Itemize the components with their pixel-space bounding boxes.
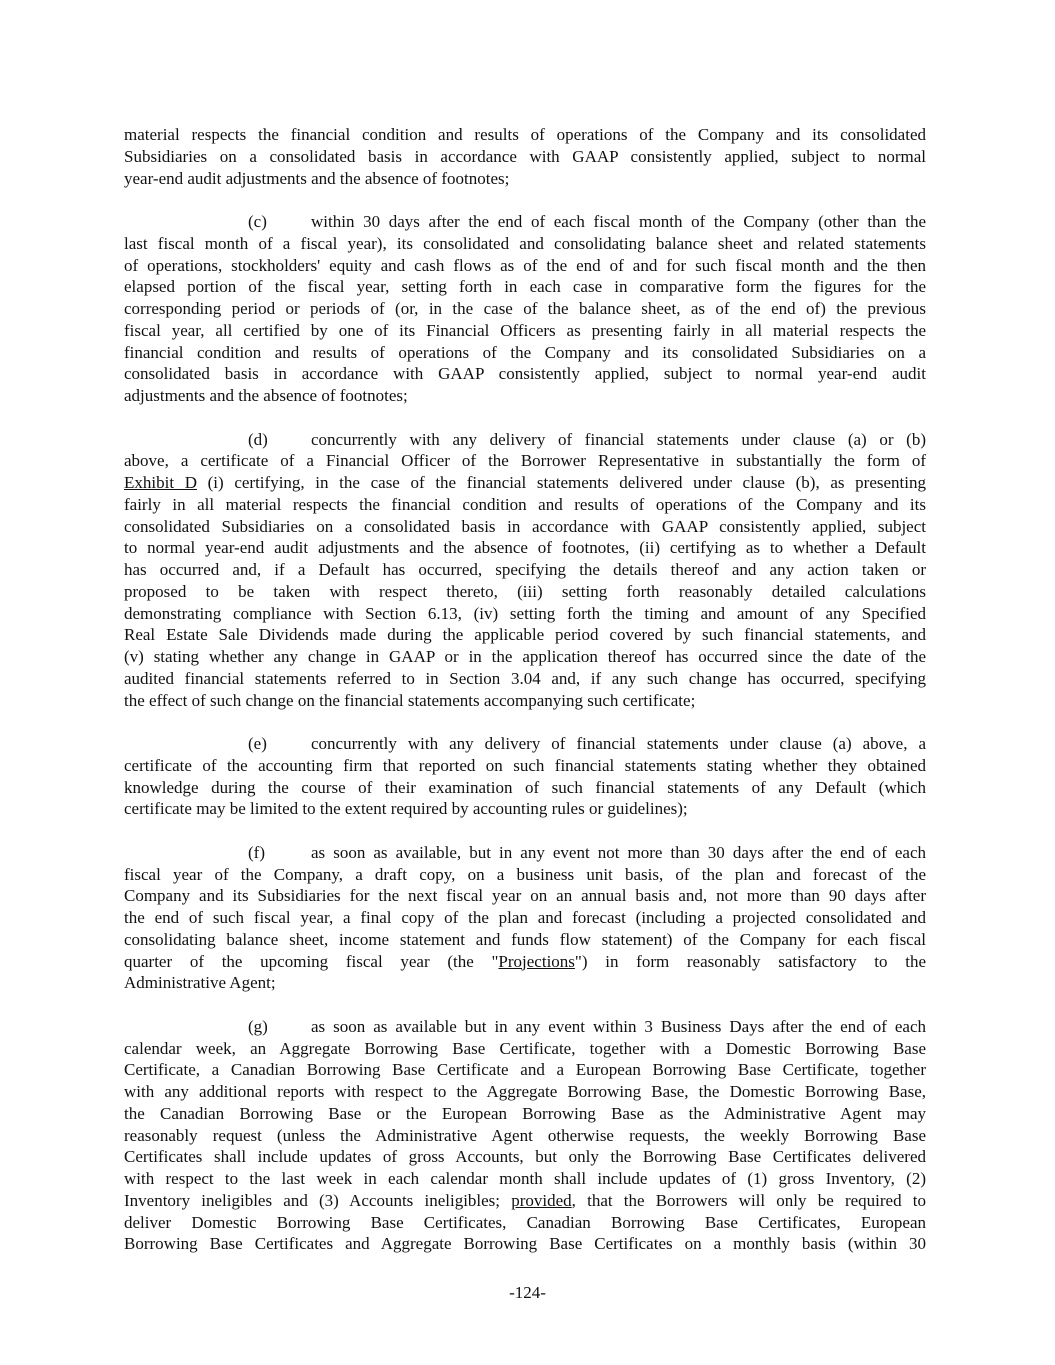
text-line: [124, 255, 926, 277]
text-line: [124, 472, 926, 494]
clause-label: (f): [248, 842, 265, 862]
line-text: Certificates shall include updates of gross Accounts, but only the Borrowing Base Certificates delivered: [124, 1147, 926, 1167]
text-line: [124, 516, 926, 538]
text-line: [124, 168, 926, 190]
text-line: [124, 233, 926, 255]
text-line: [124, 972, 926, 994]
line-text: knowledge during the course of their examination of such financial statements of any Default (which: [124, 777, 926, 797]
text-line: [124, 1103, 926, 1125]
text-line: [124, 385, 926, 407]
clause-label: (e): [248, 734, 267, 753]
line-text: last fiscal month of a fiscal year), its consolidated and consolidating balance sheet and related statements: [124, 233, 926, 253]
text-line: [124, 733, 926, 755]
text-line: [124, 624, 926, 646]
clause-text: [311, 429, 926, 451]
text-line: [124, 842, 926, 864]
underlined-term: Projections: [498, 951, 575, 971]
line-text: fiscal year, all certified by one of its Financial Officers as presenting fairly in all material respects the: [124, 320, 926, 340]
line-text: demonstrating compliance with Section 6.13, (iv) setting forth the timing and amount of any Specified: [124, 603, 926, 623]
line-text: adjustments and the absence of footnotes;: [124, 386, 408, 405]
text-line: [124, 1038, 926, 1060]
line-text: concurrently with any delivery of financial statements under clause (a) above, a: [311, 734, 926, 753]
text-line: [124, 1016, 926, 1038]
text-line: [124, 755, 926, 777]
text-line: [124, 1081, 926, 1103]
line-text: of operations, stockholders' equity and cash flows as of the end of and for such fiscal month and the then: [124, 255, 926, 275]
clause-g: [124, 1016, 926, 1255]
clause-label: (g): [248, 1016, 268, 1036]
line-text: ") in form reasonably satisfactory to the: [574, 951, 926, 971]
line-text: Real Estate Sale Dividends made during the applicable period covered by such financial statements, and: [124, 625, 926, 645]
text-line: [124, 1146, 926, 1168]
line-text: audited financial statements referred to in Section 3.04 and, if any such change has occurred, specifying: [124, 668, 926, 688]
line-text: above, a certificate of a Financial Officer of the Borrower Representative in substantially the form of: [124, 451, 926, 471]
text-line: [124, 581, 926, 603]
line-text: material respects the financial condition and results of operations of the Company and its consolidated: [124, 125, 926, 144]
text-line: [124, 276, 926, 298]
text-line: [124, 537, 926, 559]
text-line: [124, 146, 926, 168]
text-line: [124, 777, 926, 799]
text-line: [124, 559, 926, 581]
paragraph-continued: [124, 124, 926, 189]
text-line: [124, 494, 926, 516]
line-text: , that the Borrowers will only be required to: [571, 1190, 926, 1210]
text-line: [124, 363, 926, 385]
clause-label: (d): [248, 429, 268, 449]
text-line: [124, 429, 926, 451]
line-text: Certificate, a Canadian Borrowing Base Certificate and a European Borrowing Base Certificate, together: [124, 1060, 926, 1080]
text-line: [124, 907, 926, 929]
text-line: [124, 320, 926, 342]
line-text: consolidating balance sheet, income statement and funds flow statement) of the Company for each fiscal: [124, 929, 926, 949]
line-text: quarter of the upcoming fiscal year (the ": [124, 951, 499, 971]
line-text: certificate may be limited to the extent required by accounting rules or guidelines);: [124, 799, 688, 819]
text-line: [124, 1212, 926, 1234]
line-text: financial condition and results of operations of the Company and its consolidated Subsidiaries on a: [124, 342, 926, 362]
clause-f: [124, 842, 926, 994]
text-line: [124, 124, 926, 146]
text-line: [124, 1125, 926, 1147]
line-text: the end of such fiscal year, a final copy of the plan and forecast (including a projected consolidated and: [124, 908, 926, 927]
text-line: [124, 864, 926, 886]
text-line: [124, 1190, 926, 1212]
line-text: fairly in all material respects the financial condition and results of operations of the Company and its: [124, 494, 926, 514]
text-line: [124, 885, 926, 907]
line-text: reasonably request (unless the Administrative Agent otherwise requests, the weekly Borrowing Base: [124, 1125, 926, 1145]
line-text: elapsed portion of the fiscal year, setting forth in each case in comparative form the figures for the: [124, 277, 926, 297]
clause-text: [311, 842, 926, 864]
line-text: (i) certifying, in the case of the financial statements delivered under clause (b), as presenting: [196, 473, 926, 492]
line-text: proposed to be taken with respect thereto, (iii) setting forth reasonably detailed calculations: [124, 581, 926, 601]
line-text: Subsidiaries on a consolidated basis in accordance with GAAP consistently applied, subject to normal: [124, 146, 926, 166]
line-text: with any additional reports with respect to the Aggregate Borrowing Base, the Domestic Borrowing Base,: [124, 1082, 926, 1101]
line-text: fiscal year of the Company, a draft copy, on a business unit basis, of the plan and forecast of the: [124, 864, 926, 884]
line-text: concurrently with any delivery of financial statements under clause (a) or (b): [311, 429, 926, 449]
document-body: [124, 124, 926, 1277]
line-text: the Canadian Borrowing Base or the European Borrowing Base as the Administrative Agent may: [124, 1103, 926, 1123]
line-text: as soon as available but in any event within 3 Business Days after the end of each: [311, 1016, 926, 1036]
line-text: the effect of such change on the financial statements accompanying such certificate;: [124, 690, 696, 710]
text-line: [124, 951, 926, 973]
line-text: year-end audit adjustments and the absence of footnotes;: [124, 168, 510, 188]
clause-text: [311, 211, 926, 233]
underlined-term: provided: [511, 1190, 572, 1210]
line-text: Inventory ineligibles and (3) Accounts ineligibles;: [124, 1190, 512, 1210]
text-line: [124, 690, 926, 712]
clause-e: [124, 733, 926, 820]
text-line: [124, 668, 926, 690]
clause-text: [311, 1016, 926, 1038]
line-text: Company and its Subsidiaries for the next fiscal year on an annual basis and, not more than 90 days after: [124, 886, 926, 906]
line-text: corresponding period or periods of (or, in the case of the balance sheet, as of the end of) the previous: [124, 299, 926, 318]
text-line: [124, 1233, 926, 1255]
line-text: has occurred and, if a Default has occurred, specifying the details thereof and any action taken or: [124, 560, 926, 579]
text-line: [124, 1059, 926, 1081]
line-text: with respect to the last week in each calendar month shall include updates of (1) gross Inventory, (2): [124, 1169, 926, 1188]
line-text: to normal year-end audit adjustments and the absence of footnotes, (ii) certifying as to whether a Default: [124, 538, 926, 558]
line-text: as soon as available, but in any event not more than 30 days after the end of each: [311, 842, 926, 862]
line-text: consolidated Subsidiaries on a consolidated basis in accordance with GAAP consistently applied, subject: [124, 516, 926, 536]
text-line: [124, 603, 926, 625]
clause-text: [311, 733, 926, 755]
text-line: [124, 342, 926, 364]
line-text: within 30 days after the end of each fiscal month of the Company (other than the: [311, 212, 926, 231]
page-number: -124-: [509, 1283, 546, 1302]
clause-c: [124, 211, 926, 407]
text-line: [124, 798, 926, 820]
text-line: [124, 646, 926, 668]
text-line: [124, 211, 926, 233]
clause-label: (c): [248, 212, 267, 231]
text-line: [124, 1168, 926, 1190]
line-text: calendar week, an Aggregate Borrowing Base Certificate, together with a Domestic Borrowing Base: [124, 1038, 926, 1058]
underlined-term: Exhibit D: [124, 473, 197, 492]
text-line: [124, 298, 926, 320]
line-text: deliver Domestic Borrowing Base Certificates, Canadian Borrowing Base Certificates, European: [124, 1212, 926, 1232]
line-text: certificate of the accounting firm that reported on such financial statements stating whether they obtained: [124, 755, 926, 775]
line-text: Borrowing Base Certificates and Aggregate Borrowing Base Certificates on a monthly basis (within 30: [124, 1234, 926, 1254]
line-text: consolidated basis in accordance with GAAP consistently applied, subject to normal year-end audit: [124, 364, 926, 384]
clause-d: [124, 429, 926, 712]
line-text: Administrative Agent;: [124, 973, 276, 993]
line-text: (v) stating whether any change in GAAP or in the application thereof has occurred since the date of the: [124, 647, 926, 666]
text-line: [124, 450, 926, 472]
text-line: [124, 929, 926, 951]
